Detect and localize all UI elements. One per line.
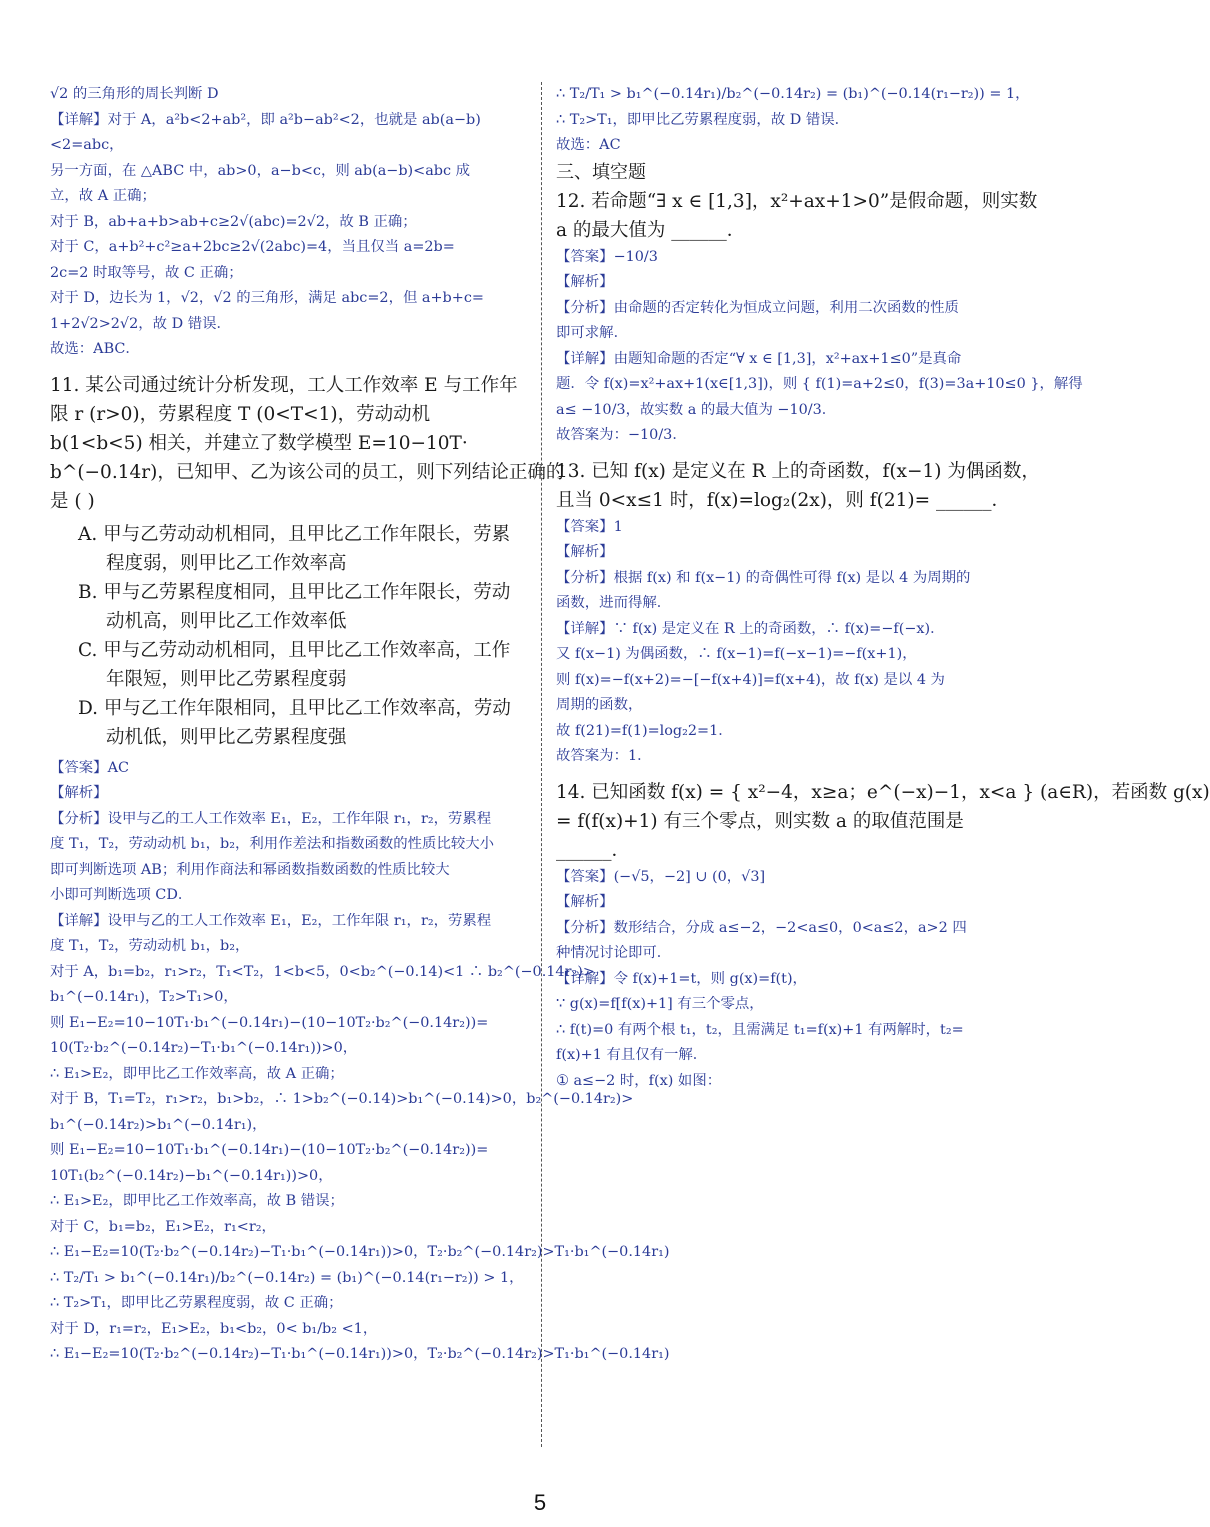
solution-line: 则 E₁−E₂=10−10T₁·b₁^(−0.14r₁)−(10−10T₂·b₂^(−0.14r₂))= bbox=[50, 1142, 489, 1158]
solution-line: ∴ E₁−E₂=10(T₂·b₂^(−0.14r₂)−T₁·b₁^(−0.14r₁))>0，T₂·b₂^(−0.14r₂)>T₁·b₁^(−0.14r₁) bbox=[50, 1346, 670, 1362]
solution-line: 【答案】AC bbox=[50, 759, 129, 776]
solution-line: 故选：ABC． bbox=[50, 341, 140, 357]
question-line: 且当 0<x≤1 时，f(x)=log₂(2x)，则 f(21)= ______． bbox=[556, 489, 1010, 511]
solution-line: 【详解】由题知命题的否定“∀ x ∈ [1,3]，x²+ax+1≤0”是真命 bbox=[556, 350, 962, 367]
solution-line: ∴ T₂/T₁ > b₁^(−0.14r₁)/b₂^(−0.14r₂) = (b₁)^(−0.14(r₁−r₂)) = 1， bbox=[556, 86, 1030, 102]
question-line: b(1<b<5) 相关，并建立了数学模型 E=10−10T· bbox=[50, 432, 468, 454]
solution-line: 对于 D，r₁=r₂，E₁>E₂，b₁<b₂，0< b₁/b₂ <1， bbox=[50, 1320, 378, 1337]
solution-line: 度 T₁，T₂，劳动动机 b₁，b₂，利用作差法和指数函数的性质比较大小 bbox=[50, 836, 495, 852]
question-12-solution bbox=[556, 245, 1083, 449]
solution-line: b₁^(−0.14r₁)，T₂>T₁>0， bbox=[50, 989, 238, 1005]
question-line: 是 ( ) bbox=[50, 490, 95, 512]
option-line: 动机低，则甲比乙劳累程度强 bbox=[106, 726, 347, 748]
solution-line: 10(T₂·b₂^(−0.14r₂)−T₁·b₁^(−0.14r₁))>0， bbox=[50, 1040, 358, 1056]
solution-line: ∵ g(x)=f[f(x)+1] 有三个零点， bbox=[556, 996, 764, 1012]
solution-line: 【答案】−10/3 bbox=[556, 248, 658, 265]
question-line: 11. 某公司通过统计分析发现，工人工作效率 E 与工作年 bbox=[50, 374, 518, 396]
question-12-stem bbox=[556, 187, 1036, 245]
question-line: 限 r (r>0)，劳累程度 T (0<T<1)，劳动动机 bbox=[50, 403, 431, 425]
solution-line: 则 E₁−E₂=10−10T₁·b₁^(−0.14r₁)−(10−10T₂·b₂^(−0.14r₂))= bbox=[50, 1014, 489, 1031]
question-line: 13. 已知 f(x) 是定义在 R 上的奇函数，f(x−1) 为偶函数， bbox=[556, 460, 1040, 482]
question-14-stem bbox=[556, 778, 1210, 865]
solution-line: 【解析】 bbox=[556, 894, 614, 910]
solution-line: 种情况讨论即可． bbox=[556, 945, 672, 961]
option-line: 动机高，则甲比乙工作效率低 bbox=[106, 610, 347, 632]
spacer bbox=[556, 449, 1036, 457]
option-line: B. 甲与乙劳累程度相同，且甲比乙工作年限长，劳动 bbox=[78, 581, 511, 603]
section-title: 三、填空题 bbox=[556, 161, 646, 183]
solution-line: 即可求解． bbox=[556, 325, 628, 341]
solution-line: 周期的函数， bbox=[556, 697, 643, 713]
solution-line: 【详解】对于 A，a²b<2+ab²，即 a²b−ab²<2，也就是 ab(a−b) bbox=[50, 111, 481, 128]
solution-line: 对于 B，ab+a+b>ab+c≥2√(abc)=2√2，故 B 正确； bbox=[50, 213, 417, 230]
option-line: C. 甲与乙劳动动机相同，且甲比乙工作效率高，工作 bbox=[78, 639, 511, 661]
option-line: A. 甲与乙劳动动机相同，且甲比乙工作年限长，劳累 bbox=[78, 523, 511, 545]
question-line: ______． bbox=[556, 839, 631, 861]
question-line: b^(−0.14r)，已知甲、乙为该公司的员工，则下列结论正确的 bbox=[50, 461, 565, 483]
option-line: 程度弱，则甲比乙工作效率高 bbox=[106, 552, 347, 574]
option-line: 年限短，则甲比乙劳累程度弱 bbox=[106, 668, 347, 690]
solution-line: 对于 A，b₁=b₂，r₁>r₂，T₁<T₂，1<b<5，0<b₂^(−0.14)<1 ∴ b₂^(−0.14r₂)> bbox=[50, 963, 595, 980]
solution-line: 1+2√2>2√2，故 D 错误． bbox=[50, 315, 231, 332]
solution-line: 又 f(x−1) 为偶函数，∴ f(x−1)=f(−x−1)=−f(x+1)， bbox=[556, 646, 917, 662]
solution-line: 【分析】由命题的否定转化为恒成立问题，利用二次函数的性质 bbox=[556, 299, 959, 316]
question-line: = f(f(x)+1) 有三个零点，则实数 a 的取值范围是 bbox=[556, 810, 964, 832]
question-line: 12. 若命题“∃ x ∈ [1,3]，x²+ax+1>0”是假命题，则实数 bbox=[556, 190, 1038, 212]
solution-line: 度 T₁，T₂，劳动动机 b₁，b₂， bbox=[50, 938, 250, 954]
option-line: D. 甲与乙工作年限相同，且甲比乙工作效率高，劳动 bbox=[78, 697, 511, 719]
solution-line: <2=abc， bbox=[50, 137, 124, 153]
solution-line: 2c=2 时取等号，故 C 正确； bbox=[50, 264, 243, 281]
solution-line: 对于 B，T₁=T₂，r₁>r₂，b₁>b₂，∴ 1>b₂^(−0.14)>b₁^(−0.14)>0，b₂^(−0.14r₂)> bbox=[50, 1091, 634, 1107]
question-13-solution bbox=[556, 515, 1036, 770]
solution-line: a≤ −10/3，故实数 a 的最大值为 −10/3． bbox=[556, 401, 837, 418]
solution-line: 10T₁(b₂^(−0.14r₂)−b₁^(−0.14r₁))>0， bbox=[50, 1167, 333, 1184]
solution-line: 故答案为：−10/3． bbox=[556, 427, 687, 443]
solution-line: 【详解】∵ f(x) 是定义在 R 上的奇函数，∴ f(x)=−f(−x)． bbox=[556, 620, 945, 637]
page-number: 5 bbox=[533, 1490, 547, 1515]
solution-line: 故答案为：1． bbox=[556, 748, 652, 764]
solution-line: 【解析】 bbox=[556, 274, 614, 290]
solution-line: 另一方面，在 △ABC 中，ab>0，a−b<c，则 ab(a−b)<abc 成 bbox=[50, 162, 471, 179]
solution-line: 【详解】令 f(x)+1=t，则 g(x)=f(t)， bbox=[556, 970, 807, 987]
question-line: a 的最大值为 ______． bbox=[556, 219, 746, 241]
spacer bbox=[556, 770, 1036, 778]
solution-line: 故 f(21)=f(1)=log₂2=1． bbox=[556, 722, 733, 739]
solution-line: ∴ T₂>T₁，即甲比乙劳累程度弱，故 D 错误． bbox=[556, 111, 850, 128]
solution-line: ∴ E₁>E₂，即甲比乙工作效率高，故 A 正确； bbox=[50, 1065, 344, 1082]
column-divider bbox=[541, 82, 542, 1447]
solution-line: ∴ T₂/T₁ > b₁^(−0.14r₁)/b₂^(−0.14r₂) = (b₁)^(−0.14(r₁−r₂)) > 1， bbox=[50, 1269, 524, 1286]
solution-line: 【解析】 bbox=[50, 785, 108, 801]
solution-line: √2 的三角形的周长判断 D bbox=[50, 86, 219, 102]
solution-line: 立，故 A 正确； bbox=[50, 188, 156, 204]
solution-line: ∴ E₁−E₂=10(T₂·b₂^(−0.14r₂)−T₁·b₁^(−0.14r₁))>0，T₂·b₂^(−0.14r₂)>T₁·b₁^(−0.14r₁) bbox=[50, 1244, 670, 1260]
solution-line: 对于 C，b₁=b₂，E₁>E₂，r₁<r₂， bbox=[50, 1218, 276, 1235]
question-10-solution-tail bbox=[50, 82, 528, 363]
solution-line: ∴ E₁>E₂，即甲比乙工作效率高，故 B 错误； bbox=[50, 1193, 344, 1209]
solution-line: ∴ T₂>T₁，即甲比乙劳累程度弱，故 C 正确； bbox=[50, 1295, 343, 1311]
question-11-options bbox=[50, 520, 528, 752]
solution-line: b₁^(−0.14r₂)>b₁^(−0.14r₁)， bbox=[50, 1116, 267, 1133]
solution-line: 即可判断选项 AB；利用作商法和幂函数指数函数的性质比较大 bbox=[50, 861, 450, 878]
solution-line: 【解析】 bbox=[556, 544, 614, 560]
solution-line: 【答案】1 bbox=[556, 518, 623, 535]
question-line: 14. 已知函数 f(x) = { x²−4，x≥a；e^(−x)−1，x<a } (a∈R)，若函数 g(x) bbox=[556, 781, 1210, 803]
solution-line: 则 f(x)=−f(x+2)=−[−f(x+4)]=f(x+4)，故 f(x) 是以 4 为 bbox=[556, 671, 945, 688]
solution-line: f(x)+1 有且仅有一解． bbox=[556, 1047, 708, 1063]
solution-line: 题．令 f(x)=x²+ax+1(x∈[1,3])，则 { f(1)=a+2≤0，f(3)=3a+10≤0 }，解得 bbox=[556, 376, 1083, 392]
solution-line: 【详解】设甲与乙的工人工作效率 E₁，E₂，工作年限 r₁，r₂，劳累程 bbox=[50, 912, 492, 929]
solution-line: 对于 C，a+b²+c²≥a+2bc≥2√(2abc)=4，当且仅当 a=2b= bbox=[50, 239, 455, 255]
question-11-stem bbox=[50, 371, 565, 516]
solution-line: ① a≤−2 时，f(x) 如图： bbox=[556, 1072, 722, 1089]
right-column bbox=[556, 82, 1210, 1094]
question-13-stem bbox=[556, 457, 1040, 515]
solution-line: 【分析】数形结合，分成 a≤−2，−2<a≤0，0<a≤2，a>2 四 bbox=[556, 919, 967, 936]
solution-line: 【分析】设甲与乙的工人工作效率 E₁，E₂，工作年限 r₁，r₂，劳累程 bbox=[50, 810, 492, 827]
question-14-solution bbox=[556, 865, 1036, 1095]
solution-line: 故选：AC bbox=[556, 137, 621, 153]
solution-line: 【答案】(−√5，−2] ∪ (0，√3] bbox=[556, 868, 766, 885]
solution-line: 【分析】根据 f(x) 和 f(x−1) 的奇偶性可得 f(x) 是以 4 为周期的 bbox=[556, 569, 971, 586]
solution-line: 对于 D，边长为 1，√2，√2 的三角形，满足 abc=2，但 a+b+c= bbox=[50, 290, 484, 306]
spacer bbox=[50, 363, 528, 371]
solution-line: 小即可判断选项 CD． bbox=[50, 887, 193, 903]
question-11-solution-tail bbox=[556, 82, 1036, 159]
solution-line: 函数，进而得解． bbox=[556, 595, 672, 611]
solution-line: ∴ f(t)=0 有两个根 t₁，t₂，且需满足 t₁=f(x)+1 有两解时，t₂= bbox=[556, 1021, 964, 1038]
